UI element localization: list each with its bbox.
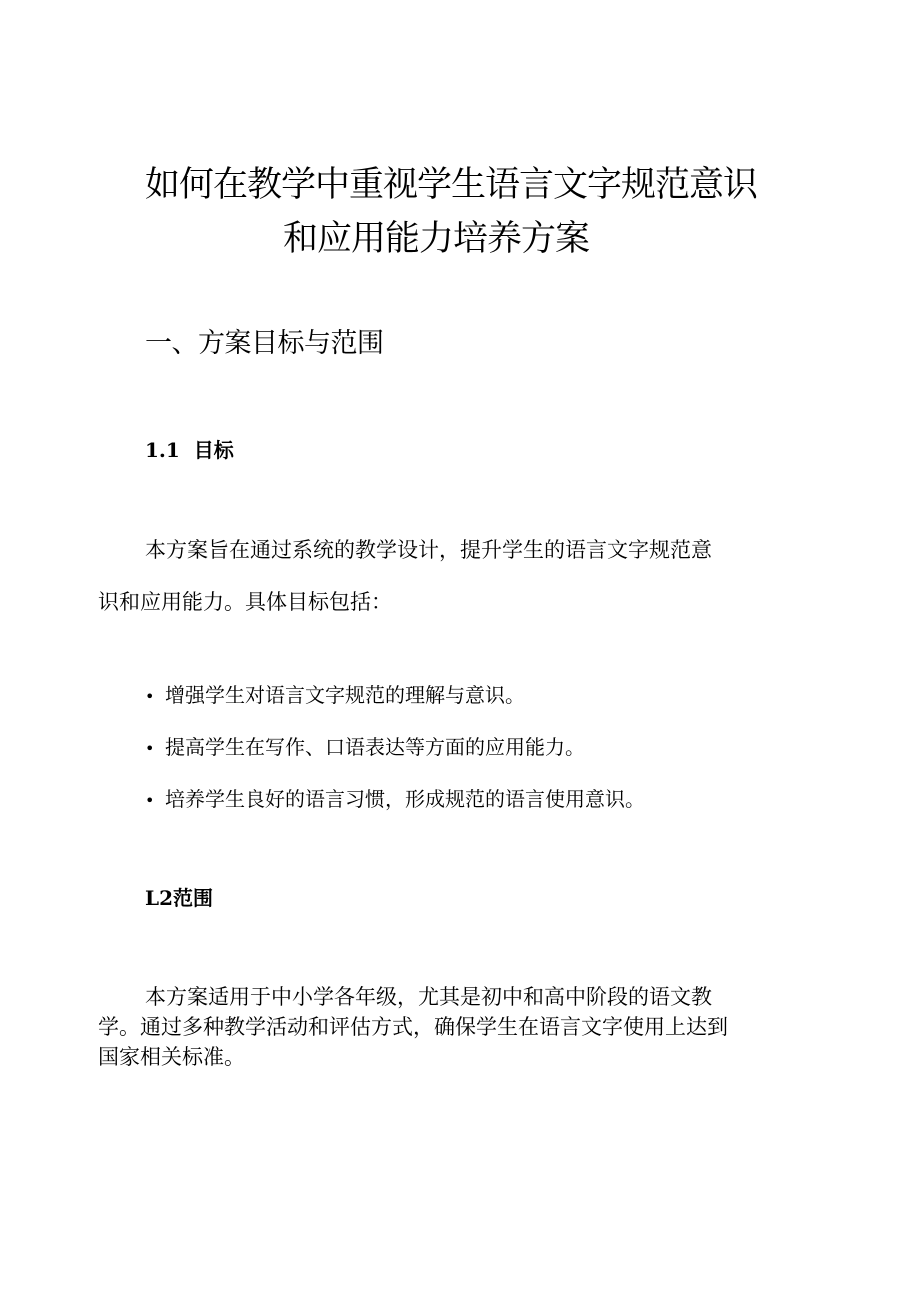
bullet-marker: • <box>145 739 155 758</box>
document-title-line-1: 如何在教学中重视学生语言文字规范意识 <box>145 165 758 205</box>
document-title-line-2: 和应用能力培养方案 <box>283 219 590 259</box>
subsection-label: 目标 <box>193 438 234 462</box>
bullet-marker: • <box>145 687 155 706</box>
bullet-marker: • <box>145 791 155 810</box>
list-item-text: 增强学生对语言文字规范的理解与意识。 <box>165 683 525 707</box>
list-item-text: 提高学生在写作、口语表达等方面的应用能力。 <box>165 735 585 759</box>
paragraph-line: 本方案适用于中小学各年级，尤其是初中和高中阶段的语文教 <box>145 985 712 1009</box>
section-heading-goals-scope: 一、方案目标与范围 <box>145 328 384 359</box>
subsection-number: 1.1 <box>145 438 180 462</box>
list-item-text: 培养学生良好的语言习惯，形成规范的语言使用意识。 <box>165 787 645 811</box>
subsection-heading-goal <box>145 440 234 460</box>
subsection-heading-scope: L2范围 <box>145 886 213 910</box>
paragraph-line: 本方案旨在通过系统的教学设计，提升学生的语言文字规范意 <box>145 538 712 562</box>
paragraph-line: 国家相关标准。 <box>98 1045 245 1069</box>
paragraph-line: 识和应用能力。具体目标包括： <box>98 590 392 614</box>
list-item <box>145 685 525 705</box>
paragraph-line: 学。通过多种教学活动和评估方式，确保学生在语言文字使用上达到 <box>98 1015 728 1039</box>
list-item <box>145 789 645 809</box>
list-item <box>145 737 585 757</box>
